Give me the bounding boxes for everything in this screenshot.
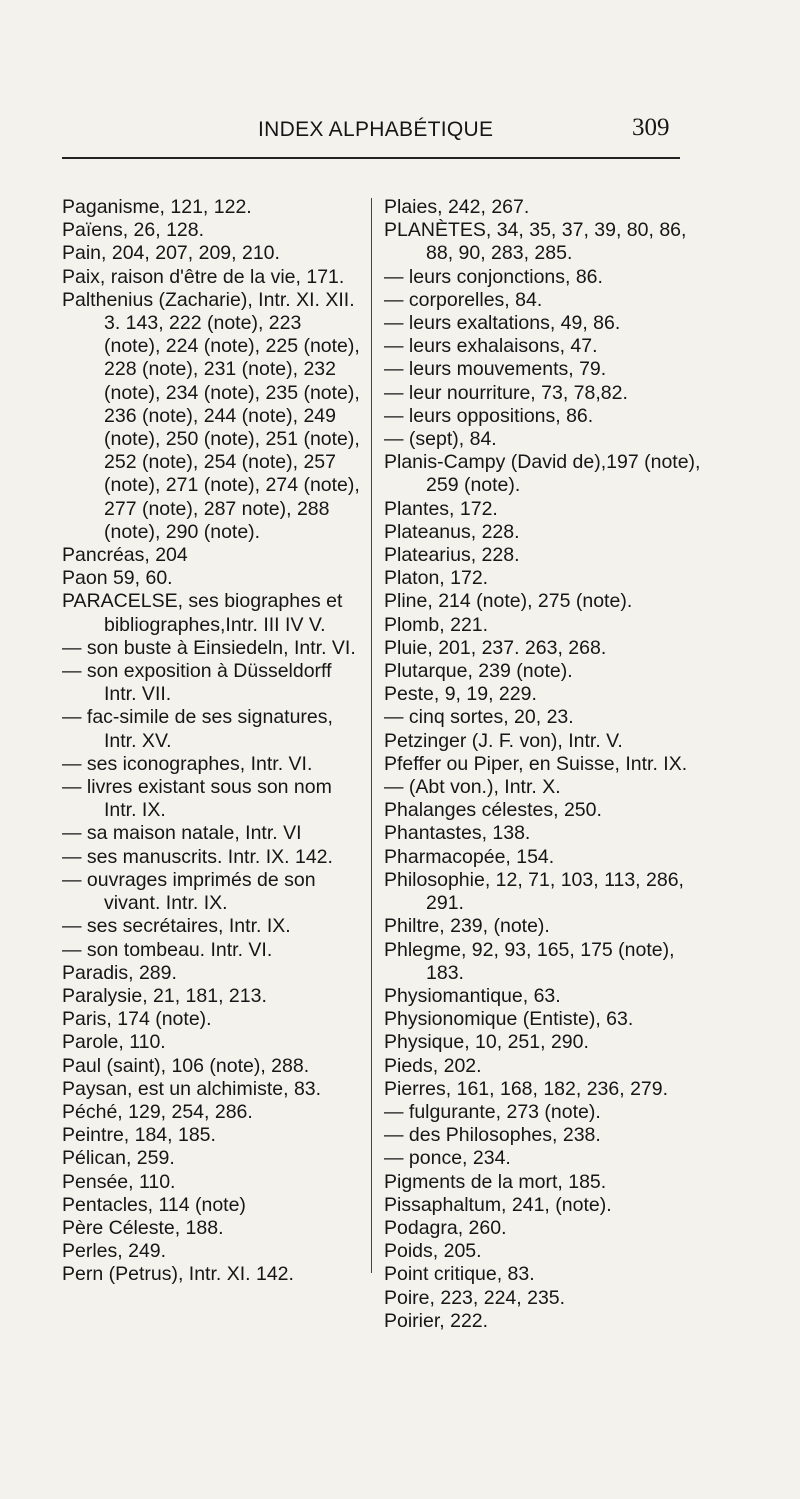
index-entry: — leurs exaltations, 49, 86. (384, 312, 621, 335)
index-entry: Phantastes, 138. (384, 822, 531, 845)
index-entry: — cinq sortes, 20, 23. (384, 706, 574, 729)
index-entry: PLANÈTES, 34, 35, 37, 39, 80, 86, 88, 90, 283, 285. (384, 219, 687, 265)
index-entry: Pain, 204, 207, 209, 210. (62, 242, 280, 265)
index-entry: — leur nourriture, 73, 78,82. (384, 381, 628, 404)
index-entry: — ponce, 234. (384, 1147, 511, 1170)
index-entry: — leurs oppositions, 86. (384, 404, 594, 427)
index-entry: — fac-simile de ses signatures, Intr. XV. (62, 706, 333, 752)
index-entry: — son exposition à Düsseldorff Intr. VII. (62, 660, 332, 706)
index-entry: — livres existant sous son nom Intr. IX. (62, 776, 332, 822)
index-entry: Peintre, 184, 185. (62, 1124, 216, 1147)
index-entry: — leurs conjonctions, 86. (384, 265, 603, 288)
index-entry: Point critique, 83. (384, 1263, 535, 1286)
index-entry: Poirier, 222. (384, 1309, 489, 1332)
index-entry: Pentacles, 114 (note) (62, 1193, 246, 1216)
index-entry: Pline, 214 (note), 275 (note). (384, 590, 633, 613)
index-entry: Platon, 172. (384, 567, 489, 590)
column-divider (371, 198, 372, 1273)
index-entry: Pern (Petrus), Intr. XI. 142. (62, 1263, 294, 1286)
index-entry: Poire, 223, 224, 235. (384, 1286, 566, 1309)
index-entry: Pierres, 161, 168, 182, 236, 279. (384, 1077, 669, 1100)
index-entry: Physiomantique, 63. (384, 984, 561, 1007)
index-column-left (62, 196, 362, 1287)
index-entry: — son tombeau. Intr. VI. (62, 938, 273, 961)
index-entry: Pfeffer ou Piper, en Suisse, Intr. IX. (384, 752, 688, 775)
index-entry: — (Abt von.), Intr. X. (384, 776, 561, 799)
index-entry: Parole, 110. (62, 1031, 166, 1054)
index-entry: Paganisme, 121, 122. (62, 196, 252, 218)
index-entry: Plutarque, 239 (note). (384, 660, 573, 683)
index-entry: Palthenius (Zacharie), Intr. XI. XII. 3. 143, 222 (note), 223 (note), 224 (note), 225 (note), 228 (note), 231 (note), 232 (note), 234 (note), 235 (note), 236 (note), 244 (note), 249 (note), 250 (note), 251 (note), 252 (note), 254 (note), 257 (note), 271 (note), 274 (note), 277 (note), 287 note), 288 (note), 290 (note). (62, 288, 360, 543)
index-entry: — leurs exhalaisons, 47. (384, 335, 598, 358)
index-entry: Platearius, 228. (384, 544, 520, 567)
running-header: INDEX ALPHABÉTIQUE (258, 118, 494, 141)
index-entry: Pissaphaltum, 241, (note). (384, 1193, 612, 1216)
index-column-right (384, 196, 710, 1333)
index-entry: Perles, 249. (62, 1240, 167, 1263)
index-entry: Pluie, 201, 237. 263, 268. (384, 636, 607, 659)
index-entry: Paul (saint), 106 (note), 288. (62, 1054, 310, 1077)
page-number: 309 (632, 114, 670, 141)
index-entry: Paix, raison d'être de la vie, 171. (62, 265, 345, 288)
index-entry: Paralysie, 21, 181, 213. (62, 984, 267, 1007)
index-entry: Planis-Campy (David de),197 (note), 259 (note). (384, 451, 701, 497)
index-entry: Père Céleste, 188. (62, 1216, 224, 1239)
index-entry: — ses manuscrits. Intr. IX. 142. (62, 845, 333, 868)
index-entry: — fulgurante, 273 (note). (384, 1100, 601, 1123)
index-entry: Phalanges célestes, 250. (384, 799, 602, 822)
index-entry: — des Philosophes, 238. (384, 1124, 601, 1147)
index-entry: Petzinger (J. F. von), Intr. V. (384, 729, 623, 752)
index-entry: Paradis, 289. (62, 961, 177, 984)
index-entry: — son buste à Einsiedeln, Intr. VI. (62, 636, 356, 659)
index-entry: Physique, 10, 251, 290. (384, 1031, 589, 1054)
index-entry: Paris, 174 (note). (62, 1008, 212, 1031)
index-entry: Paon 59, 60. (62, 567, 173, 590)
index-entry: Philtre, 239, (note). (384, 915, 550, 938)
index-entry: — ses secrétaires, Intr. IX. (62, 915, 291, 938)
index-entry: Phlegme, 92, 93, 165, 175 (note), 183. (384, 938, 675, 984)
index-entry: Pharmacopée, 154. (384, 845, 555, 868)
index-entry: Peste, 9, 19, 229. (384, 683, 537, 706)
index-entry: Physionomique (Entiste), 63. (384, 1008, 634, 1031)
index-entry: Pensée, 110. (62, 1170, 176, 1193)
index-entry: — corporelles, 84. (384, 288, 543, 311)
index-entry: Pancréas, 204 (62, 544, 188, 567)
index-entry: Paysan, est un alchimiste, 83. (62, 1077, 322, 1100)
header-rule (62, 157, 680, 159)
index-entry: Plaies, 242, 267. (384, 196, 530, 218)
index-entry: Plomb, 221. (384, 613, 489, 636)
index-entry: — sa maison natale, Intr. VI (62, 822, 302, 845)
index-entry: Poids, 205. (384, 1240, 482, 1263)
index-entry: — ouvrages imprimés de son vivant. Intr. IX. (62, 868, 316, 915)
index-entry: Pélican, 259. (62, 1147, 175, 1170)
index-entry: Plateanus, 228. (384, 520, 520, 543)
index-entry: Podagra, 260. (384, 1216, 507, 1239)
index-entry: PARACELSE, ses biographes et bibliographes,Intr. III IV V. (62, 590, 343, 636)
index-entry: Plantes, 172. (384, 497, 498, 520)
index-entry: — ses iconographes, Intr. VI. (62, 752, 313, 775)
index-entry: — leurs mouvements, 79. (384, 358, 607, 381)
index-entry: Philosophie, 12, 71, 103, 113, 286, 291. (384, 868, 684, 915)
index-entry: Pieds, 202. (384, 1054, 482, 1077)
index-entry: Païens, 26, 128. (62, 219, 205, 242)
index-entry: — (sept), 84. (384, 428, 497, 451)
index-entry: Péché, 129, 254, 286. (62, 1100, 253, 1123)
index-entry: Pigments de la mort, 185. (384, 1170, 607, 1193)
